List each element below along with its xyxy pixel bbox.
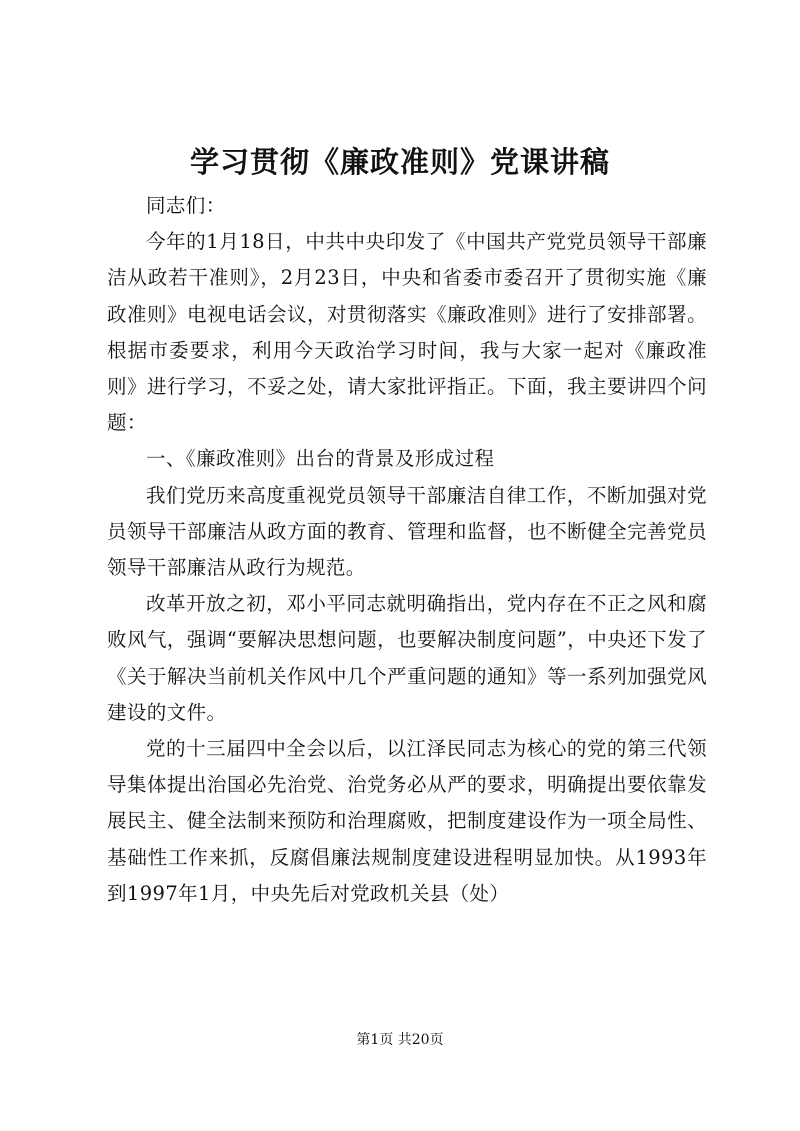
salutation-paragraph: 同志们： [146,194,226,217]
document-body [107,188,707,912]
body-paragraph: 改革开放之初，邓小平同志就明确指出，党内存在不正之风和腐败风气，强调“要解决思想问题，也要解决制度问题”，中央还下发了《关于解决当前机关作风中几个严重问题的通知》等一系列加强党风建设的文件。 [107,592,707,724]
section-heading: 一、《廉政准则》出台的背景及形成过程 [146,447,495,471]
page-title: 学习贯彻《廉政准则》党课讲稿 [189,145,610,179]
page-number-footer: 第1页 共20页 [356,1032,444,1048]
body-paragraph: 我们党历来高度重视党员领导干部廉洁自律工作，不断加强对党员领导干部廉洁从政方面的教育、管理和监督，也不断健全完善党员领导干部廉洁从政行为规范。 [107,483,707,580]
intro-paragraph: 今年的1月18日，中共中央印发了《中国共产党党员领导干部廉洁从政若干准则》，2月23日，中央和省委市委召开了贯彻实施《廉政准则》电视电话会议，对贯彻落实《廉政准则》进行了安排部署。根据市委要求，利用今天政治学习时间，我与大家一起对《廉政准则》进行学习，不妥之处，请大家批评指正。下面，我主要讲四个问题： [107,230,707,435]
body-paragraph: 党的十三届四中全会以后，以江泽民同志为核心的党的第三代领导集体提出治国必先治党、治党务必从严的要求，明确提出要依靠发展民主、健全法制来预防和治理腐败，把制度建设作为一项全局性、基础性工作来抓，反腐倡廉法规制度建设进程明显加快。从1993年到1997年1月，中央先后对党政机关县（处） [107,737,707,905]
